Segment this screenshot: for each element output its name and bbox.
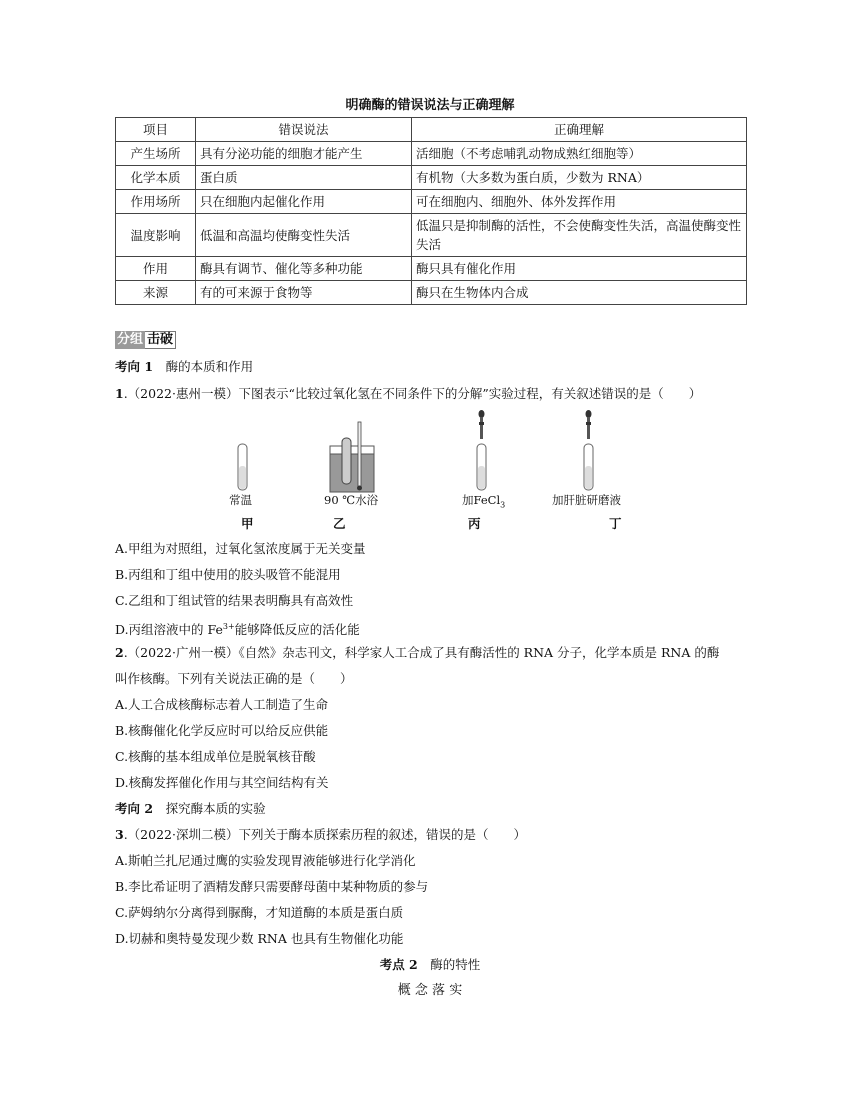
column-header: 正确理解 [412, 118, 747, 142]
q3-option-d[interactable]: D.切赫和奥特曼发现少数 RNA 也具有生物催化功能 [115, 931, 404, 946]
sub-heading: 概 念 落 实 [397, 983, 463, 998]
question-number: 2 [115, 645, 124, 660]
q1-option-d[interactable]: D.丙组溶液中的 $Fe^{3+}$能够降低反应的活化能 [115, 622, 360, 638]
table-row [116, 257, 747, 281]
q2-option-c[interactable]: C.核酶的基本组成单位是脱氧核苷酸 [115, 749, 316, 764]
tube-label-liver: 加肝脏研磨液 [552, 493, 621, 507]
direction-label: 考向 2 [115, 801, 154, 816]
group-label-bing: 丙 [468, 516, 481, 531]
q1-option-a[interactable]: A.甲组为对照组，过氧化氢浓度属于无关变量 [115, 541, 366, 556]
table-title: 明确酶的错误说法与正确理解 [345, 98, 515, 113]
test-tube-jia [238, 444, 247, 490]
table-cell: 来源 [116, 281, 196, 305]
table-cell: 有的可来源于食物等 [196, 281, 412, 305]
group-label-jia: 甲 [241, 516, 254, 531]
question-2-stem-line1: 2.（2022·广州一模）《自然》杂志刊文，科学家人工合成了具有酶活性的 RNA 分子，化学本质是 RNA 的酶 [115, 645, 720, 660]
table-cell: 作用 [116, 257, 196, 281]
direction-label: 考向 1 [115, 359, 154, 374]
question-1-stem [115, 384, 755, 404]
table-cell: 低温和高温均使酶变性失活 [196, 214, 412, 257]
table-cell: 温度影响 [116, 214, 196, 257]
direction-text: 探究酶本质的实验 [165, 801, 266, 816]
tube-label-water-bath: 90 ℃水浴 [324, 493, 379, 507]
q1-option-b[interactable]: B.丙组和丁组中使用的胶头吸管不能混用 [115, 567, 341, 582]
table-row [116, 142, 747, 166]
experiment-svg [200, 408, 660, 536]
table-row [116, 166, 747, 190]
table-cell: 化学本质 [116, 166, 196, 190]
q3-option-a[interactable]: A.斯帕兰扎尼通过鹰的实验发现胃液能够进行化学消化 [115, 853, 416, 868]
table-cell: 产生场所 [116, 142, 196, 166]
table-cell: 可在细胞内、细胞外、体外发挥作用 [412, 190, 747, 214]
enzyme-misconception-table [115, 117, 747, 305]
question-2-stem-line2: 叫作核酶。下列有关说法正确的是（ ） [115, 671, 353, 686]
question-number: 1 [115, 386, 124, 401]
table-header-row [116, 118, 747, 142]
direction-2 [115, 799, 755, 819]
tube-label-room-temp: 常温 [229, 493, 252, 507]
test-tube-ding [584, 410, 593, 490]
q3-option-c[interactable]: C.萨姆纳尔分离得到脲酶，才知道酶的本质是蛋白质 [115, 905, 404, 920]
table-cell: 有机物（大多数为蛋白质，少数为 RNA） [412, 166, 747, 190]
table-cell: 作用场所 [116, 190, 196, 214]
question-number: 3 [115, 827, 124, 842]
q2-option-b[interactable]: B.核酶催化化学反应时可以给反应供能 [115, 723, 329, 738]
table-cell: 蛋白质 [196, 166, 412, 190]
table-cell: 活细胞（不考虑哺乳动物成熟红细胞等） [412, 142, 747, 166]
table-row [116, 190, 747, 214]
table-cell: 酶只具有催化作用 [412, 257, 747, 281]
tube-label-fecl3: 加FeCl$_3$ [462, 493, 506, 510]
group-label-ding: 丁 [609, 516, 622, 531]
table-row [116, 281, 747, 305]
question-text: .（2022·惠州一模）下图表示“比较过氧化氢在不同条件下的分解”实验过程，有关叙述错误的是（ ） [123, 386, 702, 401]
q1-option-c[interactable]: C.乙组和丁组试管的结果表明酶具有高效性 [115, 593, 354, 608]
column-header: 项目 [116, 118, 196, 142]
column-header: 错误说法 [196, 118, 412, 142]
table-cell: 酶只在生物体内合成 [412, 281, 747, 305]
section-badge [115, 331, 179, 349]
table-cell: 具有分泌功能的细胞才能产生 [196, 142, 412, 166]
experiment-figure [200, 408, 660, 536]
badge-part2: 击破 [145, 331, 176, 349]
q3-option-b[interactable]: B.李比希证明了酒精发酵只需要酵母菌中某种物质的参与 [115, 879, 429, 894]
table-cell: 低温只是抑制酶的活性，不会使酶变性失活，高温使酶变性失活 [412, 214, 747, 257]
section-heading: 考点 2 酶的特性 [379, 957, 481, 972]
test-tube-bing [477, 410, 486, 490]
badge-part1: 分组 [117, 332, 144, 347]
question-3-stem: 3.（2022·深圳二模）下列关于酶本质探索历程的叙述，错误的是（ ） [115, 827, 526, 842]
table-cell: 酶具有调节、催化等多种功能 [196, 257, 412, 281]
water-bath-beaker [330, 422, 374, 492]
table-row [116, 214, 747, 257]
q2-option-d[interactable]: D.核酶发挥催化作用与其空间结构有关 [115, 775, 329, 790]
group-label-yi: 乙 [333, 516, 346, 531]
q2-option-a[interactable]: A.人工合成核酶标志着人工制造了生命 [115, 697, 329, 712]
table-cell: 只在细胞内起催化作用 [196, 190, 412, 214]
direction-text: 酶的本质和作用 [165, 359, 254, 374]
direction-1 [115, 357, 755, 377]
